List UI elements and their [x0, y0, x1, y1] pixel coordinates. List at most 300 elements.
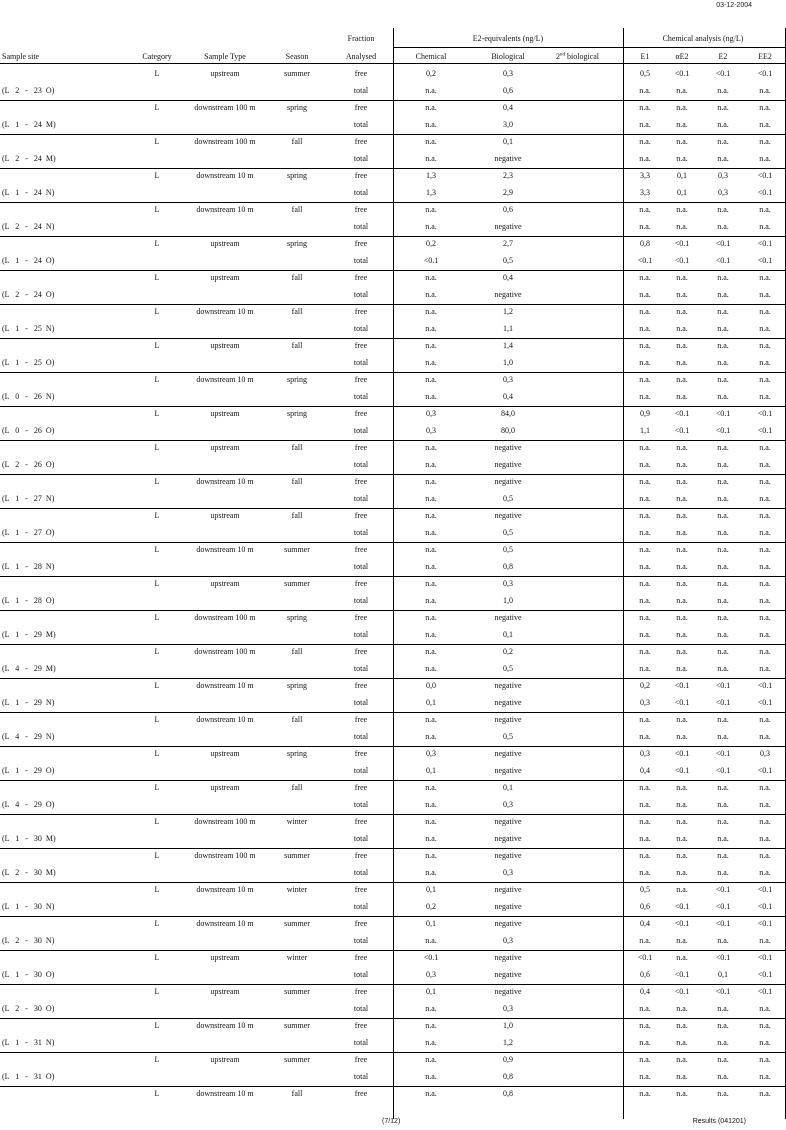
ee2-cell: n.a. [759, 647, 771, 656]
category-cell: L [154, 715, 160, 724]
fraction-cell: free [354, 715, 368, 724]
ae2-cell: n.a. [676, 1055, 688, 1064]
e2-cell: n.a. [717, 613, 729, 622]
e1-cell: n.a. [639, 630, 651, 639]
e2-cell: n.a. [717, 1089, 729, 1098]
ee2-cell: <0.1 [757, 902, 773, 911]
biological-cell: negative [494, 477, 522, 486]
biological-cell: negative [494, 511, 522, 520]
fraction-cell: total [353, 222, 369, 231]
category-cell: L [154, 273, 160, 282]
sample-type-cell: upstream [210, 409, 240, 418]
ae2-cell: n.a. [676, 375, 688, 384]
sample-site-cell: (L 1 - 27 N) [2, 494, 55, 503]
col-header-site: Sample site [2, 52, 40, 61]
chemical-cell: n.a. [425, 1038, 437, 1047]
sample-type-cell: upstream [210, 579, 240, 588]
fraction-cell: free [354, 579, 368, 588]
ae2-cell: n.a. [676, 511, 688, 520]
fraction-cell: total [353, 868, 369, 877]
biological-cell: negative [494, 885, 522, 894]
fraction-cell: free [354, 885, 368, 894]
e2-cell: 0,3 [718, 171, 728, 180]
chemical-cell: 0,1 [426, 885, 436, 894]
fraction-cell: free [354, 137, 368, 146]
chemical-cell: n.a. [425, 1072, 437, 1081]
ee2-cell: <0.1 [757, 188, 773, 197]
e2-cell: n.a. [717, 137, 729, 146]
fraction-cell: free [354, 851, 368, 860]
e2-cell: <0.1 [715, 953, 731, 962]
ee2-cell: n.a. [759, 1038, 771, 1047]
sample-type-cell: upstream [210, 511, 240, 520]
biological-cell: 1,0 [503, 1021, 513, 1030]
ae2-cell: n.a. [676, 885, 688, 894]
fraction-cell: free [354, 205, 368, 214]
fraction-cell: free [354, 783, 368, 792]
chemical-cell: n.a. [425, 579, 437, 588]
chemical-cell: n.a. [425, 205, 437, 214]
chemical-cell: n.a. [425, 1021, 437, 1030]
category-cell: L [154, 477, 160, 486]
fraction-cell: total [353, 1038, 369, 1047]
biological-cell: 2,7 [503, 239, 513, 248]
e1-cell: n.a. [639, 851, 651, 860]
category-cell: L [154, 239, 160, 248]
col-header-season: Season [285, 52, 309, 61]
ee2-cell: n.a. [759, 868, 771, 877]
sample-site-cell: (L 2 - 24 O) [2, 290, 55, 299]
col-header-fraction: Analysed [345, 52, 377, 61]
biological-cell: negative [494, 902, 522, 911]
fraction-cell: total [353, 698, 369, 707]
season-cell: spring [287, 239, 307, 248]
e1-cell: n.a. [639, 494, 651, 503]
ae2-cell: n.a. [676, 154, 688, 163]
footer-reference: Results (041201) [692, 1118, 746, 1125]
e1-cell: n.a. [639, 732, 651, 741]
sample-type-cell: downstream 100 m [194, 817, 256, 826]
e2-cell: n.a. [717, 936, 729, 945]
biological-cell: 0,1 [503, 137, 513, 146]
biological-cell: negative [494, 681, 522, 690]
e2-cell: n.a. [717, 154, 729, 163]
sample-type-cell: upstream [210, 273, 240, 282]
chemical-cell: n.a. [425, 1055, 437, 1064]
e2-cell: n.a. [717, 579, 729, 588]
chemical-cell: n.a. [425, 494, 437, 503]
ee2-cell: n.a. [759, 1055, 771, 1064]
e2-cell: n.a. [717, 783, 729, 792]
e2-cell: n.a. [717, 375, 729, 384]
chemical-cell: n.a. [425, 392, 437, 401]
category-cell: L [154, 579, 160, 588]
sample-site-cell: (L 2 - 26 O) [2, 460, 55, 469]
ee2-cell: n.a. [759, 494, 771, 503]
fraction-cell: free [354, 953, 368, 962]
chemical-cell: n.a. [425, 443, 437, 452]
ae2-cell: n.a. [676, 86, 688, 95]
chemical-cell: n.a. [425, 715, 437, 724]
ae2-cell: n.a. [676, 715, 688, 724]
ee2-cell: n.a. [759, 817, 771, 826]
biological-cell: 0,3 [503, 1004, 513, 1013]
biological-cell: 3,0 [503, 120, 513, 129]
season-cell: fall [291, 137, 303, 146]
e2-cell: <0.1 [715, 885, 731, 894]
ee2-cell: <0.1 [757, 766, 773, 775]
season-cell: summer [284, 987, 310, 996]
fraction-cell: free [354, 919, 368, 928]
category-cell: L [154, 69, 160, 78]
2nd-bio-num: 2 [556, 52, 560, 61]
category-cell: L [154, 1021, 160, 1030]
e1-cell: n.a. [639, 137, 651, 146]
e2-cell: n.a. [717, 817, 729, 826]
e2-cell: n.a. [717, 664, 729, 673]
col-header-category: Category [142, 52, 172, 61]
ee2-cell: n.a. [759, 579, 771, 588]
category-cell: L [154, 409, 160, 418]
ee2-cell: n.a. [759, 732, 771, 741]
biological-cell: 1,2 [503, 1038, 513, 1047]
ae2-cell: n.a. [676, 562, 688, 571]
e2-cell: <0.1 [715, 426, 731, 435]
e2-cell: n.a. [717, 273, 729, 282]
e1-cell: n.a. [639, 817, 651, 826]
sample-site-cell: (L 1 - 27 O) [2, 528, 55, 537]
chemical-cell: 0,1 [426, 698, 436, 707]
fraction-cell: free [354, 307, 368, 316]
e1-cell: n.a. [639, 936, 651, 945]
biological-cell: 0,3 [503, 375, 513, 384]
season-cell: fall [291, 443, 303, 452]
sample-site-cell: (L 2 - 30 N) [2, 936, 55, 945]
season-cell: summer [284, 545, 310, 554]
category-cell: L [154, 171, 160, 180]
e1-cell: <0.1 [637, 256, 653, 265]
biological-cell: negative [494, 919, 522, 928]
e1-cell: n.a. [639, 324, 651, 333]
e2-cell: <0.1 [715, 919, 731, 928]
e1-cell: 3,3 [640, 171, 650, 180]
season-cell: winter [286, 817, 308, 826]
sample-type-cell: upstream [210, 783, 240, 792]
fraction-cell: total [353, 86, 369, 95]
e2-cell: n.a. [717, 1055, 729, 1064]
ae2-cell: <0.1 [674, 970, 690, 979]
season-cell: summer [284, 69, 310, 78]
biological-cell: 84,0 [501, 409, 515, 418]
fraction-cell: total [353, 290, 369, 299]
season-cell: spring [287, 171, 307, 180]
e1-cell: n.a. [639, 511, 651, 520]
ee2-cell: <0.1 [757, 970, 773, 979]
ee2-cell: n.a. [759, 851, 771, 860]
e1-cell: 0,5 [640, 69, 650, 78]
ee2-cell: n.a. [759, 477, 771, 486]
ee2-cell: n.a. [759, 1089, 771, 1098]
category-cell: L [154, 647, 160, 656]
sample-type-cell: upstream [210, 69, 240, 78]
fraction-cell: total [353, 970, 369, 979]
sample-type-cell: upstream [210, 987, 240, 996]
sample-site-cell: (L 0 - 26 N) [2, 392, 55, 401]
sample-type-cell: downstream 10 m [196, 477, 254, 486]
chemical-cell: n.a. [425, 868, 437, 877]
season-cell: spring [287, 749, 307, 758]
category-cell: L [154, 137, 160, 146]
sample-type-cell: downstream 10 m [196, 885, 254, 894]
ae2-cell: n.a. [676, 834, 688, 843]
e2-cell: n.a. [717, 834, 729, 843]
category-cell: L [154, 817, 160, 826]
e2-cell: n.a. [717, 341, 729, 350]
fraction-cell: free [354, 341, 368, 350]
sample-site-cell: (L 2 - 30 O) [2, 1004, 55, 1013]
category-cell: L [154, 987, 160, 996]
ae2-cell: n.a. [676, 579, 688, 588]
ae2-cell: n.a. [676, 783, 688, 792]
ee2-cell: n.a. [759, 1004, 771, 1013]
sample-site-cell: (L 1 - 29 N) [2, 698, 55, 707]
fraction-cell: total [353, 1072, 369, 1081]
e1-cell: 0,9 [640, 409, 650, 418]
fraction-cell: total [353, 630, 369, 639]
ae2-cell: n.a. [676, 545, 688, 554]
e1-cell: n.a. [639, 1038, 651, 1047]
sample-type-cell: upstream [210, 239, 240, 248]
e1-cell: n.a. [639, 1004, 651, 1013]
e2-cell: <0.1 [715, 256, 731, 265]
e1-cell: n.a. [639, 307, 651, 316]
e2-cell: n.a. [717, 1004, 729, 1013]
biological-cell: 0,4 [503, 103, 513, 112]
ae2-cell: n.a. [676, 307, 688, 316]
chemical-cell: n.a. [425, 460, 437, 469]
chemical-cell: n.a. [425, 596, 437, 605]
fraction-cell: total [353, 528, 369, 537]
e1-cell: n.a. [639, 375, 651, 384]
sample-site-cell: (L 1 - 29 M) [2, 630, 56, 639]
sample-site-cell: (L 1 - 29 O) [2, 766, 55, 775]
chemical-cell: n.a. [425, 664, 437, 673]
e2-cell: n.a. [717, 562, 729, 571]
e2-cell: n.a. [717, 460, 729, 469]
e2-cell: <0.1 [715, 409, 731, 418]
ae2-cell: n.a. [676, 205, 688, 214]
biological-cell: 0,5 [503, 545, 513, 554]
e1-cell: 0,5 [640, 885, 650, 894]
e1-cell: n.a. [639, 562, 651, 571]
e2-cell: n.a. [717, 205, 729, 214]
col-header-e2: E2 [718, 52, 728, 61]
fraction-cell: free [354, 171, 368, 180]
fraction-title: Fraction [347, 34, 375, 43]
e2-cell: n.a. [717, 545, 729, 554]
ee2-cell: n.a. [759, 834, 771, 843]
ae2-cell: 0,1 [677, 171, 687, 180]
chemical-cell: n.a. [425, 545, 437, 554]
sample-type-cell: downstream 10 m [196, 171, 254, 180]
e1-cell: n.a. [639, 528, 651, 537]
col-header-ee2: EE2 [758, 52, 772, 61]
e2-group-title: E2-equivalents (ng/L) [472, 34, 544, 43]
e1-cell: n.a. [639, 1021, 651, 1030]
ae2-cell: <0.1 [674, 256, 690, 265]
col-header-biological: Biological [491, 52, 525, 61]
sample-type-cell: downstream 100 m [194, 103, 256, 112]
sample-type-cell: downstream 10 m [196, 205, 254, 214]
biological-cell: 1,0 [503, 358, 513, 367]
biological-cell: negative [494, 715, 522, 724]
category-cell: L [154, 341, 160, 350]
ae2-cell: n.a. [676, 528, 688, 537]
chemical-cell: n.a. [425, 358, 437, 367]
season-cell: spring [287, 103, 307, 112]
fraction-cell: total [353, 494, 369, 503]
fraction-cell: free [354, 375, 368, 384]
fraction-cell: total [353, 766, 369, 775]
chemical-cell: n.a. [425, 630, 437, 639]
e1-cell: n.a. [639, 834, 651, 843]
season-cell: summer [284, 1055, 310, 1064]
chemical-cell: 0,3 [426, 749, 436, 758]
chemical-cell: n.a. [425, 120, 437, 129]
biological-cell: negative [494, 766, 522, 775]
ee2-cell: n.a. [759, 375, 771, 384]
ee2-cell: 0,3 [760, 749, 770, 758]
ee2-cell: n.a. [759, 1072, 771, 1081]
e2-cell: <0.1 [715, 766, 731, 775]
e2-cell: n.a. [717, 630, 729, 639]
category-cell: L [154, 1055, 160, 1064]
biological-cell: 0,3 [503, 800, 513, 809]
chemical-cell: n.a. [425, 324, 437, 333]
sample-site-cell: (L 1 - 30 N) [2, 902, 55, 911]
e1-cell: n.a. [639, 1072, 651, 1081]
e2-cell: n.a. [717, 443, 729, 452]
sample-site-cell: (L 0 - 26 O) [2, 426, 55, 435]
ae2-cell: n.a. [676, 222, 688, 231]
e2-cell: n.a. [717, 222, 729, 231]
chemical-cell: 1,3 [426, 188, 436, 197]
fraction-cell: total [353, 596, 369, 605]
e2-cell: n.a. [717, 511, 729, 520]
chemical-cell: n.a. [425, 528, 437, 537]
category-cell: L [154, 783, 160, 792]
e2-cell: n.a. [717, 851, 729, 860]
biological-cell: negative [494, 834, 522, 843]
biological-cell: negative [494, 953, 522, 962]
chemical-cell: 0,2 [426, 69, 436, 78]
chemical-cell: 1,3 [426, 171, 436, 180]
category-cell: L [154, 443, 160, 452]
season-cell: fall [291, 783, 303, 792]
ee2-cell: n.a. [759, 154, 771, 163]
ee2-cell: n.a. [759, 307, 771, 316]
sample-type-cell: downstream 100 m [194, 647, 256, 656]
e2-cell: n.a. [717, 732, 729, 741]
chemical-cell: n.a. [425, 783, 437, 792]
chemical-cell: n.a. [425, 562, 437, 571]
ee2-cell: n.a. [759, 460, 771, 469]
ee2-cell: n.a. [759, 715, 771, 724]
sample-site-cell: (L 1 - 25 N) [2, 324, 55, 333]
biological-cell: 80,0 [501, 426, 515, 435]
biological-cell: negative [494, 613, 522, 622]
season-cell: fall [291, 647, 303, 656]
ee2-cell: n.a. [759, 613, 771, 622]
ae2-cell: n.a. [676, 460, 688, 469]
ee2-cell: n.a. [759, 341, 771, 350]
sample-type-cell: upstream [210, 443, 240, 452]
ee2-cell: n.a. [759, 936, 771, 945]
season-cell: summer [284, 851, 310, 860]
ee2-cell: n.a. [759, 664, 771, 673]
ae2-cell: n.a. [676, 936, 688, 945]
ae2-cell: n.a. [676, 443, 688, 452]
biological-cell: 0,8 [503, 1089, 513, 1098]
fraction-cell: total [353, 834, 369, 843]
ae2-cell: <0.1 [674, 698, 690, 707]
col-header-ae2: αE2 [675, 52, 689, 61]
ee2-cell: <0.1 [757, 69, 773, 78]
header-date: 03-12-2004 [716, 2, 752, 9]
fraction-cell: total [353, 120, 369, 129]
ee2-cell: n.a. [759, 392, 771, 401]
biological-cell: 0,5 [503, 528, 513, 537]
biological-cell: 1,1 [503, 324, 513, 333]
e1-cell: n.a. [639, 647, 651, 656]
e1-cell: 0,8 [640, 239, 650, 248]
e2-cell: <0.1 [715, 749, 731, 758]
category-cell: L [154, 545, 160, 554]
biological-cell: 0,4 [503, 392, 513, 401]
e2-cell: n.a. [717, 715, 729, 724]
e1-cell: 0,2 [640, 681, 650, 690]
sample-site-cell: (L 1 - 24 N) [2, 188, 55, 197]
e2-cell: n.a. [717, 528, 729, 537]
ee2-cell: <0.1 [757, 919, 773, 928]
biological-cell: 1,4 [503, 341, 513, 350]
fraction-cell: free [354, 477, 368, 486]
sample-site-cell: (L 2 - 24 M) [2, 154, 56, 163]
category-cell: L [154, 681, 160, 690]
biological-cell: negative [494, 154, 522, 163]
e1-cell: n.a. [639, 1055, 651, 1064]
chemical-cell: 0,2 [426, 239, 436, 248]
ee2-cell: n.a. [759, 273, 771, 282]
chemical-cell: <0.1 [423, 256, 439, 265]
ae2-cell: n.a. [676, 494, 688, 503]
ee2-cell: n.a. [759, 800, 771, 809]
e2-cell: n.a. [717, 1038, 729, 1047]
season-cell: fall [291, 1089, 303, 1098]
ae2-cell: n.a. [676, 1089, 688, 1098]
ee2-cell: n.a. [759, 1021, 771, 1030]
fraction-cell: total [353, 902, 369, 911]
e1-cell: n.a. [639, 579, 651, 588]
ee2-cell: n.a. [759, 222, 771, 231]
chemical-cell: n.a. [425, 273, 437, 282]
chem-group-rule [623, 47, 785, 48]
sample-type-cell: downstream 100 m [194, 137, 256, 146]
ae2-cell: n.a. [676, 137, 688, 146]
e2-cell: 0,1 [718, 970, 728, 979]
ae2-cell: n.a. [676, 1038, 688, 1047]
e1-cell: n.a. [639, 800, 651, 809]
